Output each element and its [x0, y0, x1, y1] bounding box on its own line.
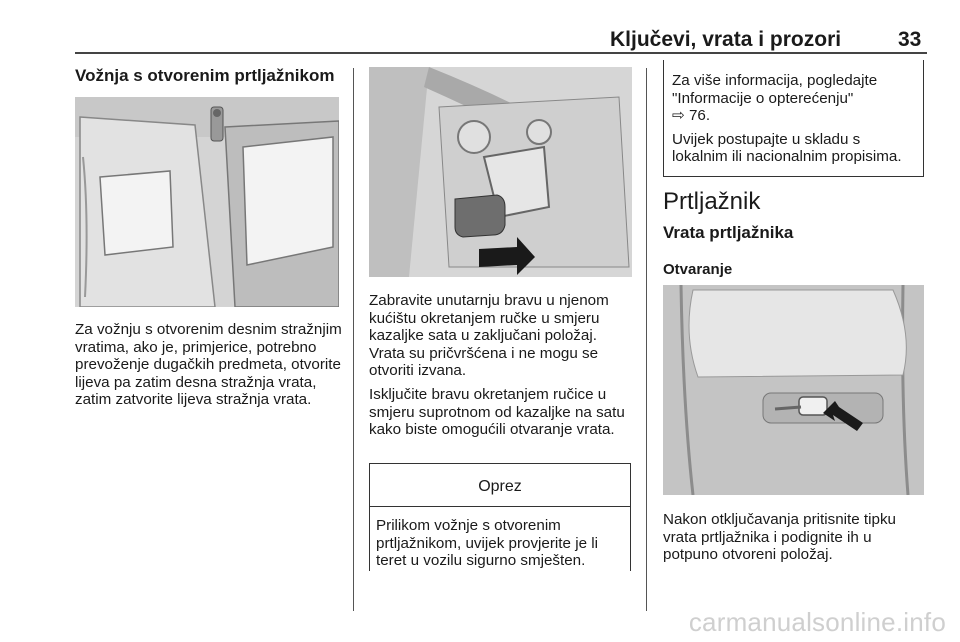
- caution-text: Prilikom vožnje s otvorenim prtljažnikom, uvijek provjerite je li teret u vozilu sigurno smješten.: [376, 517, 598, 570]
- subsection-heading: Otvaranje: [663, 261, 733, 278]
- body-paragraph: Nakon otključavanja pritisnite tipku vrata prtljažnika i podignite ih u potpuno otvoreni položaj.: [663, 511, 896, 564]
- body-paragraph: Zabravite unutarnju bravu u njenom kućištu okretanjem ručke u smjeru kazaljke sata u zaključani položaj. Vrata su pričvršćena i ne mogu se otvoriti izvana.: [369, 292, 609, 380]
- door-lock-illustration: [369, 67, 632, 277]
- body-paragraph: Za vožnju s otvorenim desnim stražnjim vratima, ako je, primjerice, potrebno prevoženje dugačkih predmeta, otvorite lijeva pa zatim desna stražnja vrata, zatim zatvorite lijeva stražnja vrata.: [75, 321, 342, 409]
- page-reference[interactable]: 76.: [688, 107, 711, 125]
- caution-title: Oprez: [370, 464, 630, 507]
- watermark: carmanualsonline.info: [688, 607, 946, 637]
- info-text-secondary: Uvijek postupajte u skladu s lokalnim ili nacionalnim propisima.: [672, 130, 902, 166]
- main-heading: Prtljažnik: [663, 188, 761, 215]
- section-title: Ključevi, vrata i prozori: [610, 28, 842, 51]
- page-number: 33: [898, 28, 922, 51]
- van-interior-illustration: [75, 97, 339, 307]
- section-heading: Vožnja s otvorenim prtljažnikom: [75, 66, 335, 85]
- column-divider: [646, 68, 647, 611]
- column-divider: [353, 68, 354, 611]
- caution-box: [369, 463, 631, 571]
- info-box: [663, 60, 924, 177]
- info-text: Za više informacija, pogledajte "Informacije o opterećenju": [672, 72, 878, 107]
- arrow-reference-icon: ⇨: [672, 107, 685, 125]
- header-rule: [75, 52, 927, 54]
- tailgate-illustration: [663, 285, 924, 495]
- sub-heading: Vrata prtljažnika: [663, 223, 794, 242]
- body-paragraph: Isključite bravu okretanjem ručice u smjeru suprotnom od kazaljke na satu kako biste omogućili otvaranje vrata.: [369, 386, 625, 439]
